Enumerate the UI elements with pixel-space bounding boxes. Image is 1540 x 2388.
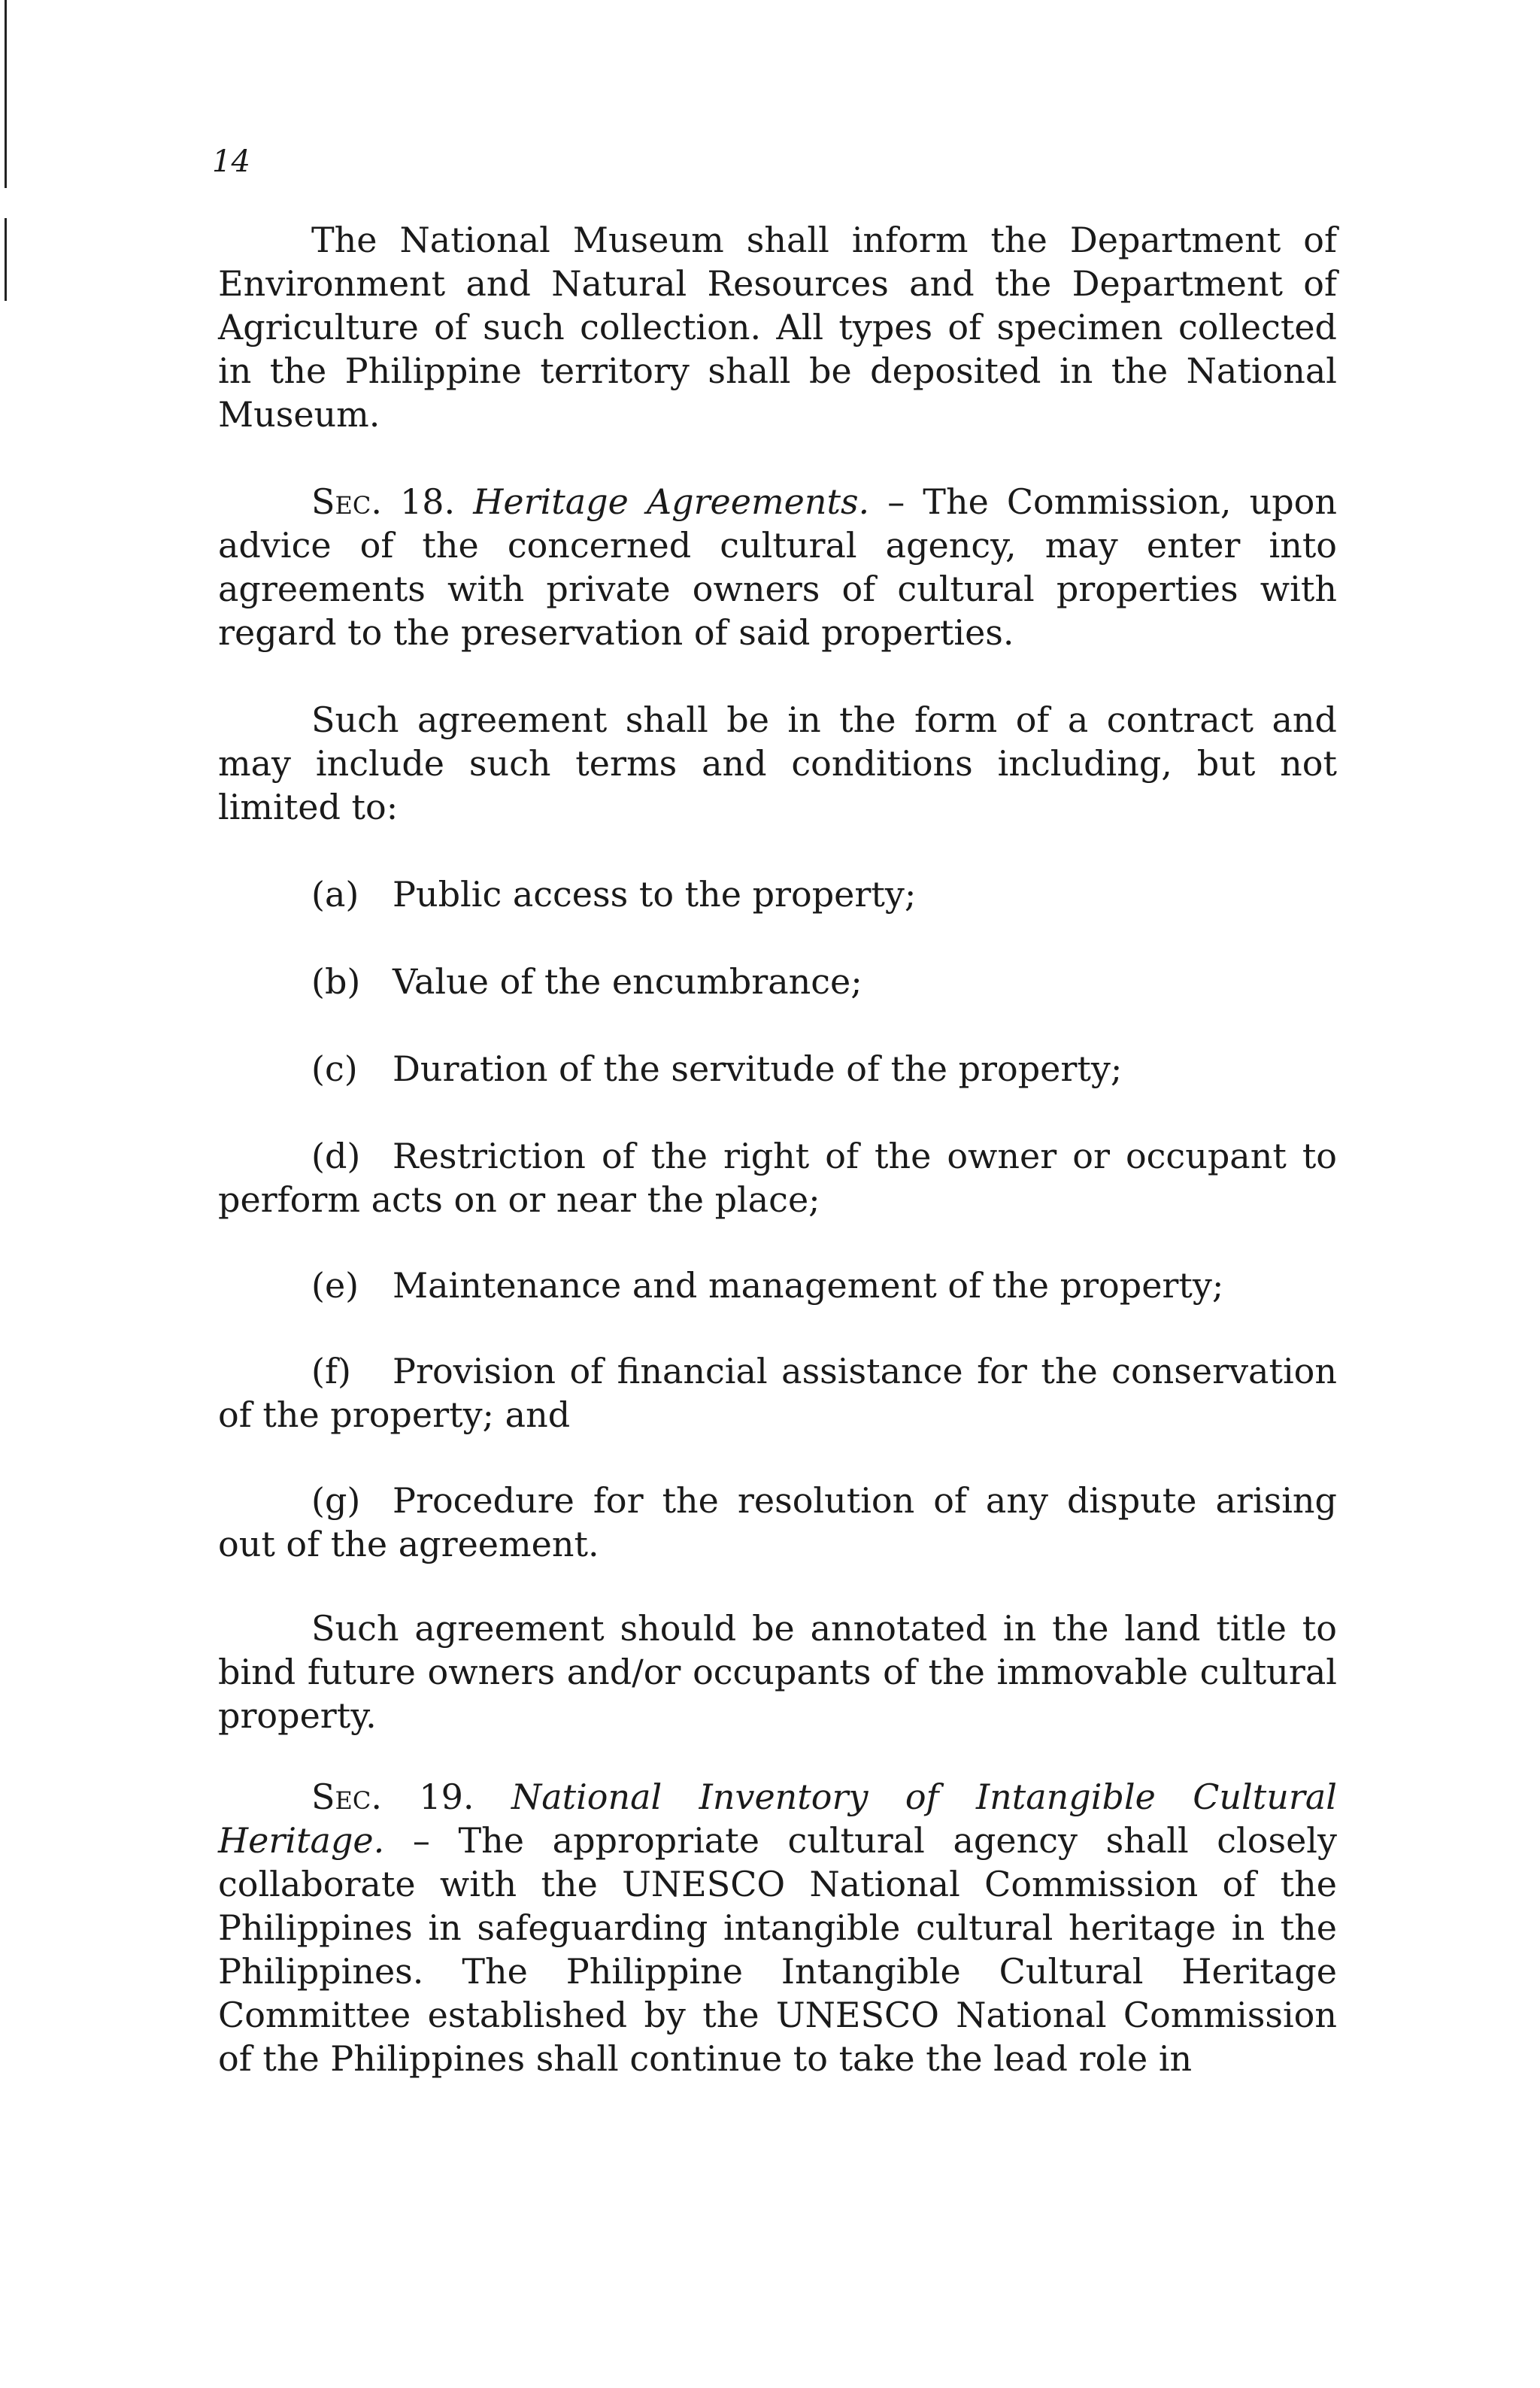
section-18-body: – The Commission, upon advice of the concerned cultural agency, may enter into agreements with private owners of cultural properties with regard to the preservation of said properties.	[218, 481, 1337, 653]
list-item-text: Maintenance and management of the property;	[393, 1265, 1224, 1306]
section-18-title: Heritage Agreements.	[473, 481, 870, 522]
list-item-marker: (c)	[311, 1048, 358, 1089]
scan-margin-line	[5, 218, 7, 301]
paragraph-museum-collection: The National Museum shall inform the Department of Environment and Natural Resources and the Department of Agriculture of such collection. All types of specimen collected in the Philippine territory shall be deposited in the National Museum.	[218, 220, 1337, 435]
list-item-marker: (g)	[311, 1480, 361, 1521]
list-item-text: Duration of the servitude of the property;	[393, 1048, 1123, 1089]
list-item-text: Public access to the property;	[393, 874, 917, 915]
list-item	[218, 1134, 1337, 1221]
list-item	[218, 872, 1337, 916]
paragraph-agreement-form: Such agreement shall be in the form of a contract and may include such terms and conditions including, but not limited to:	[218, 699, 1337, 827]
list-item-text: Value of the encumbrance;	[393, 961, 862, 1002]
section-18	[218, 480, 1337, 654]
list-item	[218, 1264, 1337, 1307]
page-number: 14	[212, 144, 250, 179]
section-19-title: National Inventory of Intangible Cultural Heritage.	[218, 1777, 1337, 1861]
scan-margin-line	[5, 0, 7, 188]
section-19-label: Sec. 19.	[311, 1777, 474, 1817]
list-item-text: Provision of financial assistance for the conservation of the property; and	[218, 1351, 1337, 1435]
list-item-text: Procedure for the resolution of any dispute arising out of the agreement.	[218, 1480, 1337, 1564]
list-item	[218, 1047, 1337, 1091]
list-item	[218, 1479, 1337, 1566]
list-item-marker: (d)	[311, 1136, 361, 1176]
section-18-label: Sec. 18.	[311, 481, 456, 522]
section-19	[218, 1775, 1337, 2080]
section-19-body: – The appropriate cultural agency shall closely collaborate with the UNESCO National Commission of the Philippines in safeguarding intangible cultural heritage in the Philippines. The Philippine Intangible Cultural Heritage Committee established by the UNESCO National Commission of the Philippines shall continue to take the lead role in	[218, 1820, 1337, 2079]
paragraph-annotation: Such agreement should be annotated in the land title to bind future owners and/or occupants of the immovable cultural property.	[218, 1608, 1337, 1736]
list-item-marker: (e)	[311, 1265, 359, 1306]
list-item-marker: (b)	[311, 961, 361, 1002]
list-item-marker: (a)	[311, 874, 359, 915]
list-item-marker: (f)	[311, 1351, 351, 1391]
list-item	[218, 960, 1337, 1003]
list-item	[218, 1349, 1337, 1437]
list-item-text: Restriction of the right of the owner or occupant to perform acts on or near the place;	[218, 1136, 1337, 1220]
